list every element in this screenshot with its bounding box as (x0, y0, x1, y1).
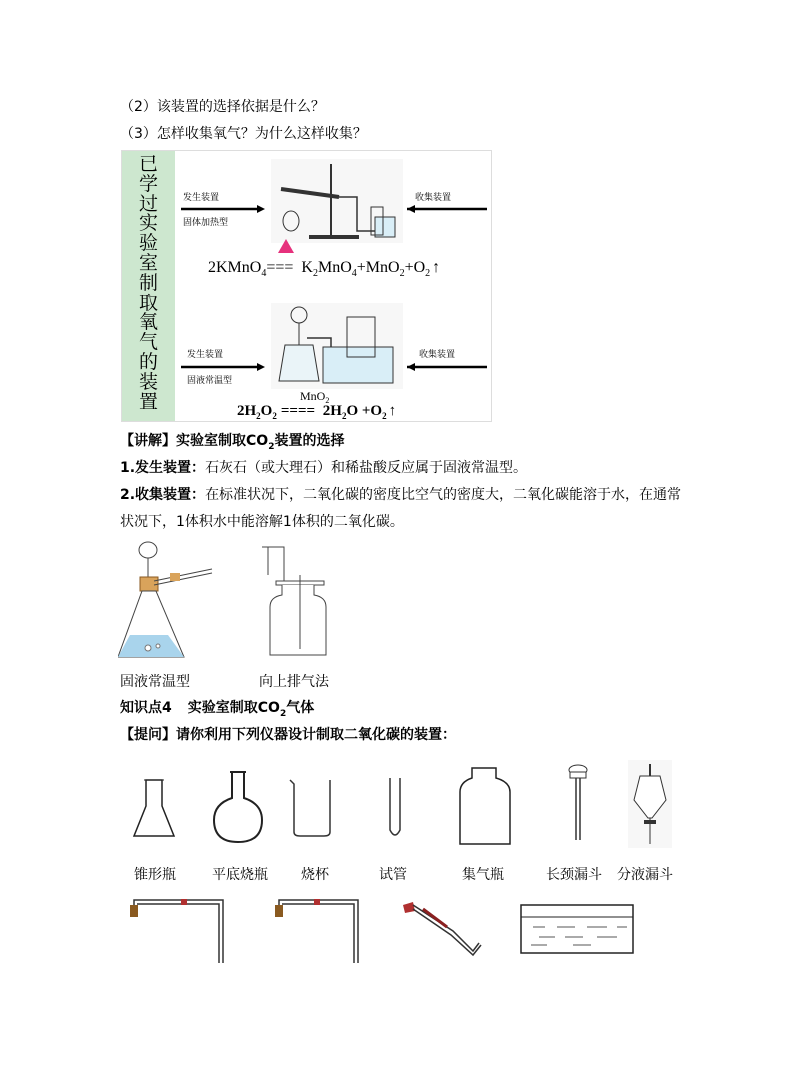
row1-left-sub: 固体加热型 (183, 217, 229, 227)
delivery-tube-2-icon (275, 899, 358, 963)
co2-apparatus-drawings (118, 535, 358, 670)
figure-drawing (175, 151, 491, 421)
side-title-char: 的 (138, 351, 158, 373)
explain-para-2: 2.收集装置：在标准状况下，二氧化碳的密度比空气的密度大，二氧化碳能溶于水，在通常 (120, 487, 682, 503)
equation-h2o2: $2H_2O_2$ ==== $2H_2O +O_2$ ↑ (237, 403, 397, 421)
side-title-band (122, 151, 175, 421)
row1-left-label: 发生装置 (183, 192, 220, 202)
label-conical-flask: 锥形瓶 (134, 867, 176, 883)
explain-para-2-cont: 状况下，1体积水中能溶解1体积的二氧化碳。 (120, 514, 404, 530)
side-title (122, 151, 175, 412)
row2-right-label: 收集装置 (419, 349, 456, 359)
knowledge-point-heading: 知识点4 实验室制取$CO_2$气体 (120, 700, 315, 719)
row2-left-sub: 固液常温型 (187, 375, 233, 385)
side-title-char: 过 (138, 193, 158, 215)
separatory-funnel-icon (628, 760, 672, 848)
test-tube-icon (390, 778, 400, 835)
explain-para-1: 1.发生装置：石灰石（或大理石）和稀盐酸反应属于固液常温型。 (120, 460, 528, 476)
side-title-char: 装 (138, 371, 158, 393)
long-neck-funnel-icon (569, 765, 587, 840)
label-long-neck-funnel: 长颈漏斗 (546, 867, 602, 883)
flask-apparatus-icon (118, 542, 212, 657)
flat-flask-icon (214, 772, 262, 842)
instruments-row (120, 760, 680, 848)
side-title-char: 验 (138, 233, 158, 255)
side-title-char: 气 (138, 332, 158, 354)
oxygen-apparatus-figure (121, 150, 492, 422)
side-title-char: 已 (138, 154, 158, 175)
gas-bottle-icon (262, 547, 326, 655)
side-title-char: 室 (138, 252, 158, 274)
side-title-char: 置 (138, 391, 158, 413)
bent-tube-icon (403, 902, 481, 955)
delivery-tube-1-icon (130, 899, 223, 963)
gas-jar-icon (460, 768, 510, 844)
heating-apparatus (271, 159, 403, 243)
liquid-apparatus (271, 303, 403, 389)
equation-kmno4: 2KMnO$_4$=== $K_2MnO_4+MnO_2+O_2$ ↑ (208, 259, 441, 279)
side-title-char: 制 (138, 272, 158, 294)
row2-left-label: 发生装置 (187, 349, 224, 359)
label-beaker: 烧杯 (301, 867, 329, 883)
row1-right-label: 收集装置 (415, 192, 452, 202)
ask-heading: 【提问】请你利用下列仪器设计制取二氧化碳的装置： (120, 727, 456, 743)
caption-liquid-type: 固液常温型 (120, 674, 190, 690)
question-3: （3）怎样收集氧气？为什么这样收集？ (120, 126, 367, 142)
label-separatory-funnel: 分液漏斗 (617, 867, 673, 883)
conical-flask-icon (134, 780, 174, 836)
caption-upward-air: 向上排气法 (259, 674, 329, 690)
side-title-char: 取 (138, 292, 158, 314)
label-flat-flask: 平底烧瓶 (212, 867, 268, 883)
catalyst-label: MnO$_2$ (300, 389, 330, 405)
side-title-char: 实 (138, 213, 158, 235)
explain-heading: 【讲解】实验室制取$CO_2$装置的选择 (120, 433, 345, 452)
question-2: （2）该装置的选择依据是什么？ (120, 99, 325, 115)
side-title-char: 氧 (138, 312, 158, 334)
beaker-icon (290, 780, 330, 836)
water-trough-icon (521, 905, 633, 953)
side-title-char: 学 (138, 173, 158, 195)
tubes-row (125, 895, 645, 965)
label-test-tube: 试管 (379, 867, 407, 883)
label-gas-jar: 集气瓶 (462, 867, 504, 883)
